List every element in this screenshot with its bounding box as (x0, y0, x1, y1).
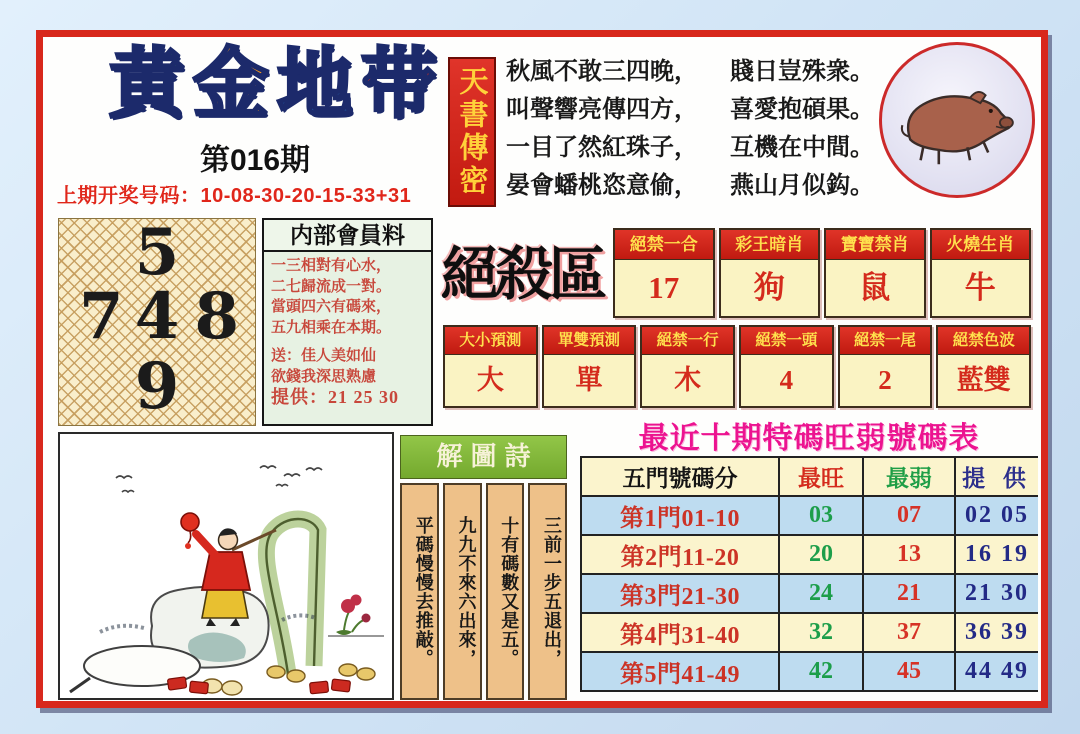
riddle-poem-box (400, 435, 567, 700)
column-header-hottest: 最旺 (780, 458, 862, 495)
cell-label: 大小預測 (445, 327, 536, 355)
poem-line-right: 賤日豈殊衆。 (730, 59, 874, 85)
weak-cell: 45 (864, 653, 954, 690)
poem-line (506, 91, 878, 129)
poem-line (506, 167, 878, 205)
door-cell: 第4門31-40 (582, 614, 778, 651)
forbid-element-cell (640, 325, 735, 408)
member-box-body (264, 252, 431, 408)
zodiac-badge (879, 42, 1035, 198)
grid-number-bottom: 9 (134, 349, 180, 424)
title-char-3: 地 (277, 42, 353, 127)
poem-line-left: 一目了然紅珠子， (506, 135, 698, 161)
door-cell: 第1門01-10 (582, 497, 778, 534)
poem-line-left: 秋風不敢三四晚， (506, 59, 698, 85)
weak-cell: 07 (864, 497, 954, 534)
forbid-head-cell (739, 325, 834, 408)
cell-value: 木 (674, 365, 702, 395)
column-header-weakest: 最弱 (864, 458, 954, 495)
weak-cell: 13 (864, 536, 954, 573)
poem-line-right: 喜愛抱碩果。 (730, 97, 874, 123)
door-cell: 第3門21-30 (582, 575, 778, 612)
sheet-frame (36, 30, 1048, 708)
door-cell: 第5門41-49 (582, 653, 778, 690)
riddle-column-2: 十有碼數又是五。 (486, 483, 525, 700)
cell-value: 單 (575, 365, 603, 395)
cell-label: 絕禁一尾 (840, 327, 931, 355)
riddle-column-1: 三前一步五退出， (528, 483, 567, 700)
cell-value: 大 (476, 365, 504, 395)
cell-value: 17 (648, 270, 680, 305)
cell-label: 絕禁色波 (938, 327, 1029, 355)
hot-cell: 42 (780, 653, 862, 690)
title-char-1: 黄 (109, 42, 185, 127)
hot-weak-table (580, 456, 1038, 692)
member-line: 欲錢我深思熟慮 (271, 368, 377, 385)
poem-line-right: 燕山月似鈎。 (730, 173, 874, 199)
grid-number-left: 7 (79, 279, 124, 354)
hot-weak-table-title: 最近十期特碼旺弱號碼表 (638, 422, 980, 455)
weak-cell: 21 (864, 575, 954, 612)
member-line: 當頭四六有碼來， (271, 299, 392, 315)
heaven-book-banner: 天書傳密 (448, 57, 496, 207)
cell-value: 狗 (753, 270, 785, 305)
member-provide-numbers: 提供：21 25 30 (271, 387, 399, 407)
hot-cell: 20 (780, 536, 862, 573)
member-info-box (262, 218, 433, 426)
last-draw-numbers: 上期开奖号码：10-08-30-20-15-33+31 (57, 185, 412, 207)
issue-number: 第016期 (199, 144, 311, 177)
riddle-box-title: 解圖詩 (400, 435, 567, 479)
poem-line-right: 互機在中間。 (730, 135, 874, 161)
provide-cell: 44 49 (956, 653, 1038, 690)
grid-number-top: 5 (134, 215, 180, 290)
cell-label: 絕禁一頭 (741, 327, 832, 355)
odd-even-cell (542, 325, 637, 408)
cell-label: 絕禁一行 (642, 327, 733, 355)
member-box-title: 内部會員料 (264, 220, 431, 252)
member-line: 一三相對有心水， (271, 258, 392, 274)
fishing-sage-illustration-icon (60, 434, 392, 698)
title-char-2: 金 (193, 42, 269, 127)
provide-cell: 02 05 (956, 497, 1038, 534)
poem-line-left: 晏會蟠桃恣意偷， (506, 173, 698, 199)
poem-line (506, 129, 878, 167)
fire-zodiac-cell (930, 228, 1032, 318)
top-poem (506, 53, 878, 205)
title-char-4: 带 (361, 42, 437, 127)
kill-zone-row-1 (613, 228, 1031, 318)
kill-zone-row-2 (443, 325, 1031, 408)
big-small-cell (443, 325, 538, 408)
grid-number-center: 4 (134, 279, 180, 354)
forbid-color-cell (936, 325, 1031, 408)
cell-value: 牛 (964, 270, 996, 305)
cell-label: 單雙預測 (544, 327, 635, 355)
king-zodiac-cell (719, 228, 821, 318)
forbid-sum-cell (613, 228, 715, 318)
cell-value: 鼠 (859, 270, 891, 305)
lucky-number-grid (58, 215, 256, 426)
grid-number-right: 8 (194, 279, 239, 354)
cell-value: 藍雙 (956, 365, 1011, 395)
poem-line (506, 53, 878, 91)
masthead-title (61, 37, 485, 133)
kill-zone-title: 絕殺區 (441, 242, 604, 307)
hot-cell: 03 (780, 497, 862, 534)
column-header-provide: 提 供 (956, 458, 1038, 495)
hot-cell: 24 (780, 575, 862, 612)
provide-cell: 16 19 (956, 536, 1038, 573)
door-cell: 第2門11-20 (582, 536, 778, 573)
riddle-illustration-box (58, 432, 394, 700)
member-line: 五九相乘在本期。 (271, 319, 392, 336)
baby-forbid-zodiac-cell (824, 228, 926, 318)
member-line: 二七歸流成一對。 (271, 278, 392, 295)
cell-label: 寶寶禁肖 (826, 230, 924, 260)
weak-cell: 37 (864, 614, 954, 651)
forbid-tail-cell (838, 325, 933, 408)
provide-cell: 36 39 (956, 614, 1038, 651)
column-header-doors: 五門號碼分 (582, 458, 778, 495)
cell-label: 火燒生肖 (932, 230, 1030, 260)
provide-cell: 21 30 (956, 575, 1038, 612)
riddle-columns (400, 483, 567, 700)
poem-line-left: 叫聲響亮傳四方， (506, 97, 698, 123)
cell-value: 2 (878, 365, 892, 395)
riddle-column-3: 九九不來六出來， (443, 483, 482, 700)
cell-value: 4 (779, 365, 794, 395)
cell-label: 彩王暗肖 (721, 230, 819, 260)
hot-cell: 32 (780, 614, 862, 651)
member-line: 送：佳人美如仙 (271, 348, 377, 364)
cell-label: 絕禁一合 (615, 230, 713, 260)
riddle-column-4: 平碼慢慢去推敲。 (400, 483, 439, 700)
pig-icon (892, 60, 1022, 180)
